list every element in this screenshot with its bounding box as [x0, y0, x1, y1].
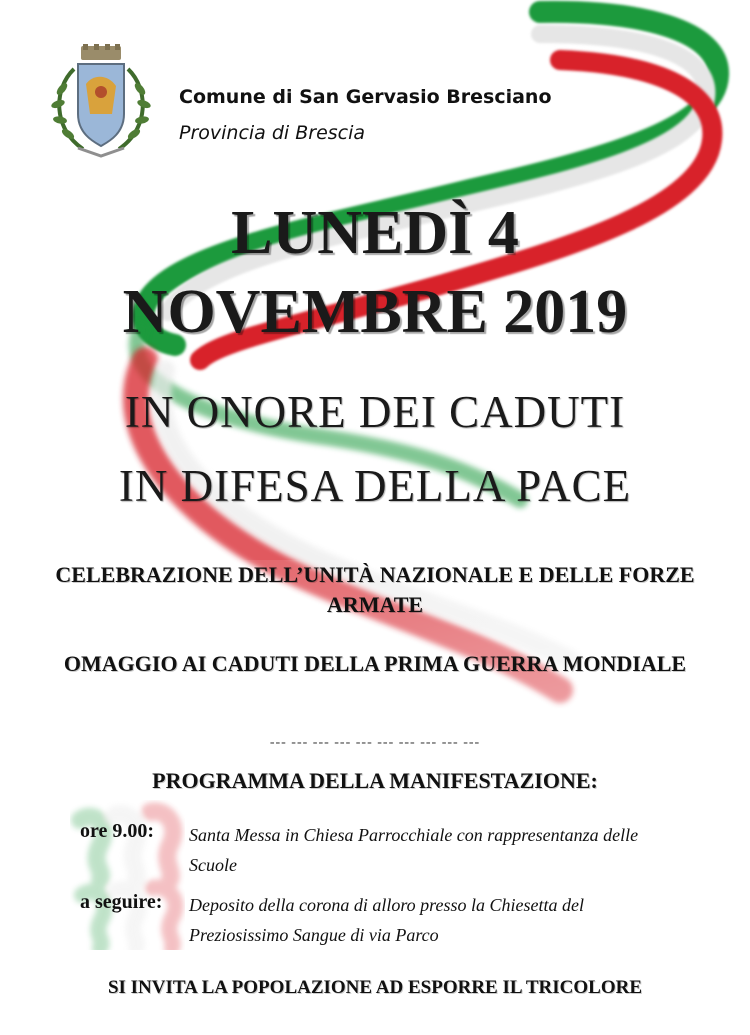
municipality-name: Comune di San Gervasio Bresciano: [179, 86, 552, 108]
program-title: PROGRAMMA DELLA MANIFESTAZIONE:: [152, 768, 598, 793]
program-item-time: ore 9.00:: [80, 820, 155, 842]
homage-subtitle: OMAGGIO AI CADUTI DELLA PRIMA GUERRA MONDIALE: [63, 651, 687, 676]
coat-of-arms-icon: [48, 44, 154, 162]
honor-title-line1: IN ONORE DEI CADUTI: [124, 387, 626, 437]
separator-line: --- --- --- --- --- --- --- --- --- ---: [269, 735, 481, 750]
celebration-subtitle: CELEBRAZIONE DELL’UNITÀ NAZIONALE E DELLE FORZE ARMATE: [55, 562, 695, 617]
flag-invitation: SI INVITA LA POPOLAZIONE AD ESPORRE IL TRICOLORE: [107, 977, 643, 998]
event-date-month-year: NOVEMBRE 2019: [122, 278, 628, 346]
event-date-day: LUNEDÌ 4: [231, 199, 519, 267]
program-item-description: Deposito della corona di alloro presso la Chiesetta del Preziosissimo Sangue di via Parco: [189, 895, 584, 945]
province-name: Provincia di Brescia: [179, 122, 366, 144]
honor-title-line2: IN DIFESA DELLA PACE: [118, 461, 632, 511]
program-item-time: a seguire:: [80, 891, 163, 913]
program-item-description: Santa Messa in Chiesa Parrocchiale con rappresentanza delle Scuole: [189, 825, 639, 875]
